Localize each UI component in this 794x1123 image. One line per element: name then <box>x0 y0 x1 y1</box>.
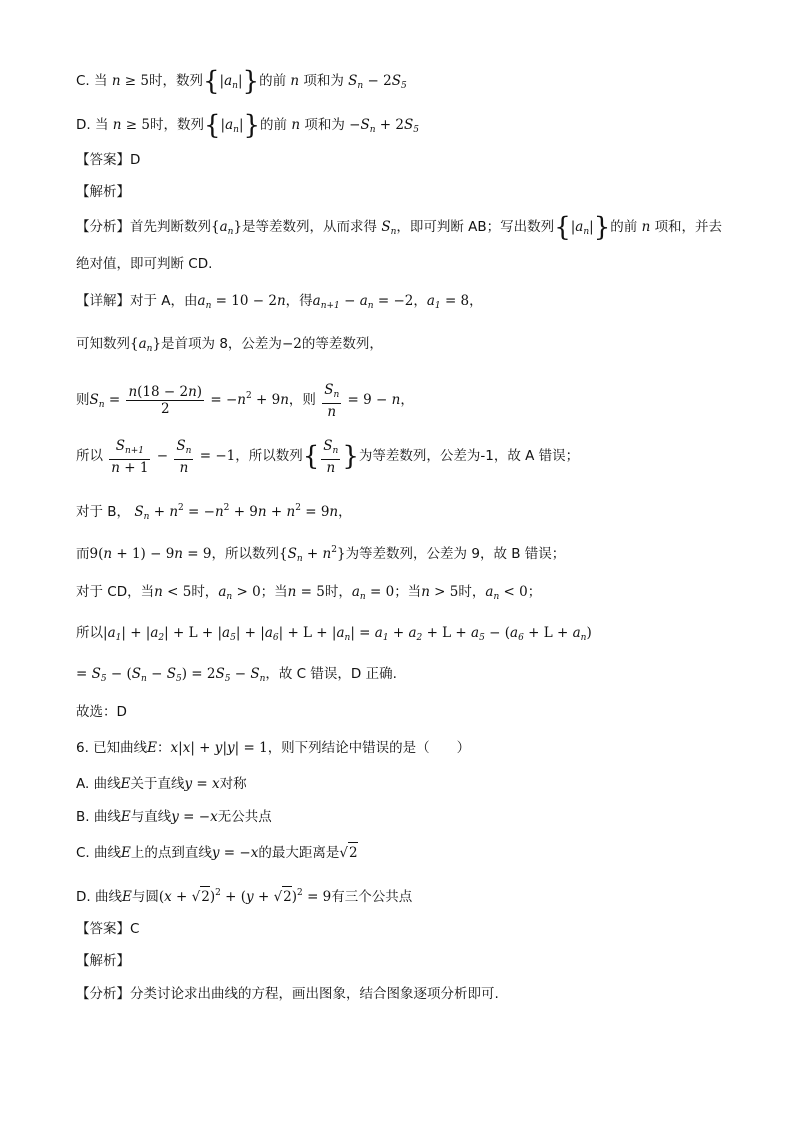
q6-option-c: C. 曲线E上的点到直线y = −x的最大距离是√2 <box>76 842 358 863</box>
option-d-line: D. 当 n ≥ 5时，数列$\{|a_n|\}$的前 n 项和为 $-S_n + 2S_5$ <box>76 110 419 141</box>
option-c-line: C. 当 n ≥ 5时，数列$\{|a_n|\}$的前 n 项和为 $S_n - 2S_5$ <box>76 66 407 97</box>
detail-line-4: 所以 $\frac{S_{n+1}}{n + 1}$ − $\frac{S_n}{n}$ = −1，所以数列{ $\frac{S_n}{n}$ }为等差数列，公差为-1，故 A 错误； <box>76 437 580 476</box>
detail-line-2: 可知数列$\{a_n\}$是首项为 8，公差为−2的等差数列， <box>76 336 383 354</box>
answer-1: 【答案】D <box>76 152 141 168</box>
detail-line-1: 【详解】对于 A，由$a_n = 10 - 2n$，得$a_{n+1} - a_n = -2$，$a_1 = 8$， <box>76 293 483 311</box>
analysis-line-1: 【分析】首先判断数列$\{a_n\}$是等差数列，从而求得 $S_n$，即可判断 AB；写出数列$\{|a_n|\}$的前 n 项和，并去 <box>76 212 723 243</box>
analysis-2-line: 【分析】分类讨论求出曲线的方程，画出图象，结合图象逐项分析即可. <box>76 986 499 1002</box>
choose-d: 故选：D <box>76 704 127 720</box>
question-6: 6. 已知曲线E：x|x| + y|y| = 1，则下列结论中错误的是（ ） <box>76 740 471 756</box>
detail-line-6: 而9(n + 1) − 9n = 9，所以数列$\{S_n + n^2\}$为等差数列，公差为 9，故 B 错误； <box>76 545 566 564</box>
detail-line-8: 所以$|a_1| + |a_2| + L + |a_5| + |a_6| + L + |a_n| = a_1 + a_2 + L + a_5 - (a_6 + L + a_n)$ <box>76 625 592 643</box>
detail-line-7: 对于 CD，当n < 5时，$a_n > 0$；当n = 5时，$a_n = 0$；当n > 5时，$a_n < 0$； <box>76 584 542 602</box>
analysis-line-2: 绝对值，即可判断 CD. <box>76 256 213 272</box>
q6-option-d: D. 曲线E与圆$(x + √2)^2 + (y + √2)^2 = 9$有三个公共点 <box>76 888 413 905</box>
answer-2: 【答案】C <box>76 921 140 937</box>
analysis-2-heading: 【解析】 <box>76 953 130 969</box>
detail-line-5: 对于 B， $S_n + n^2 = -n^2 + 9n + n^2 = 9n$， <box>76 503 352 522</box>
detail-line-9: = $S_5 - (S_n - S_5) = 2S_5 - S_n$，故 C 错误，D 正确. <box>76 666 397 684</box>
analysis-1-heading: 【解析】 <box>76 184 130 200</box>
q6-option-b: B. 曲线E与直线y = −x无公共点 <box>76 809 272 825</box>
q6-option-a: A. 曲线E关于直线y = x对称 <box>76 776 247 792</box>
detail-line-3: 则$S_n$ = $\frac{n(18 - 2n)}{2}$ = $-n^2 + 9n$，则 $\frac{S_n}{n}$ = 9 − n， <box>76 381 414 420</box>
